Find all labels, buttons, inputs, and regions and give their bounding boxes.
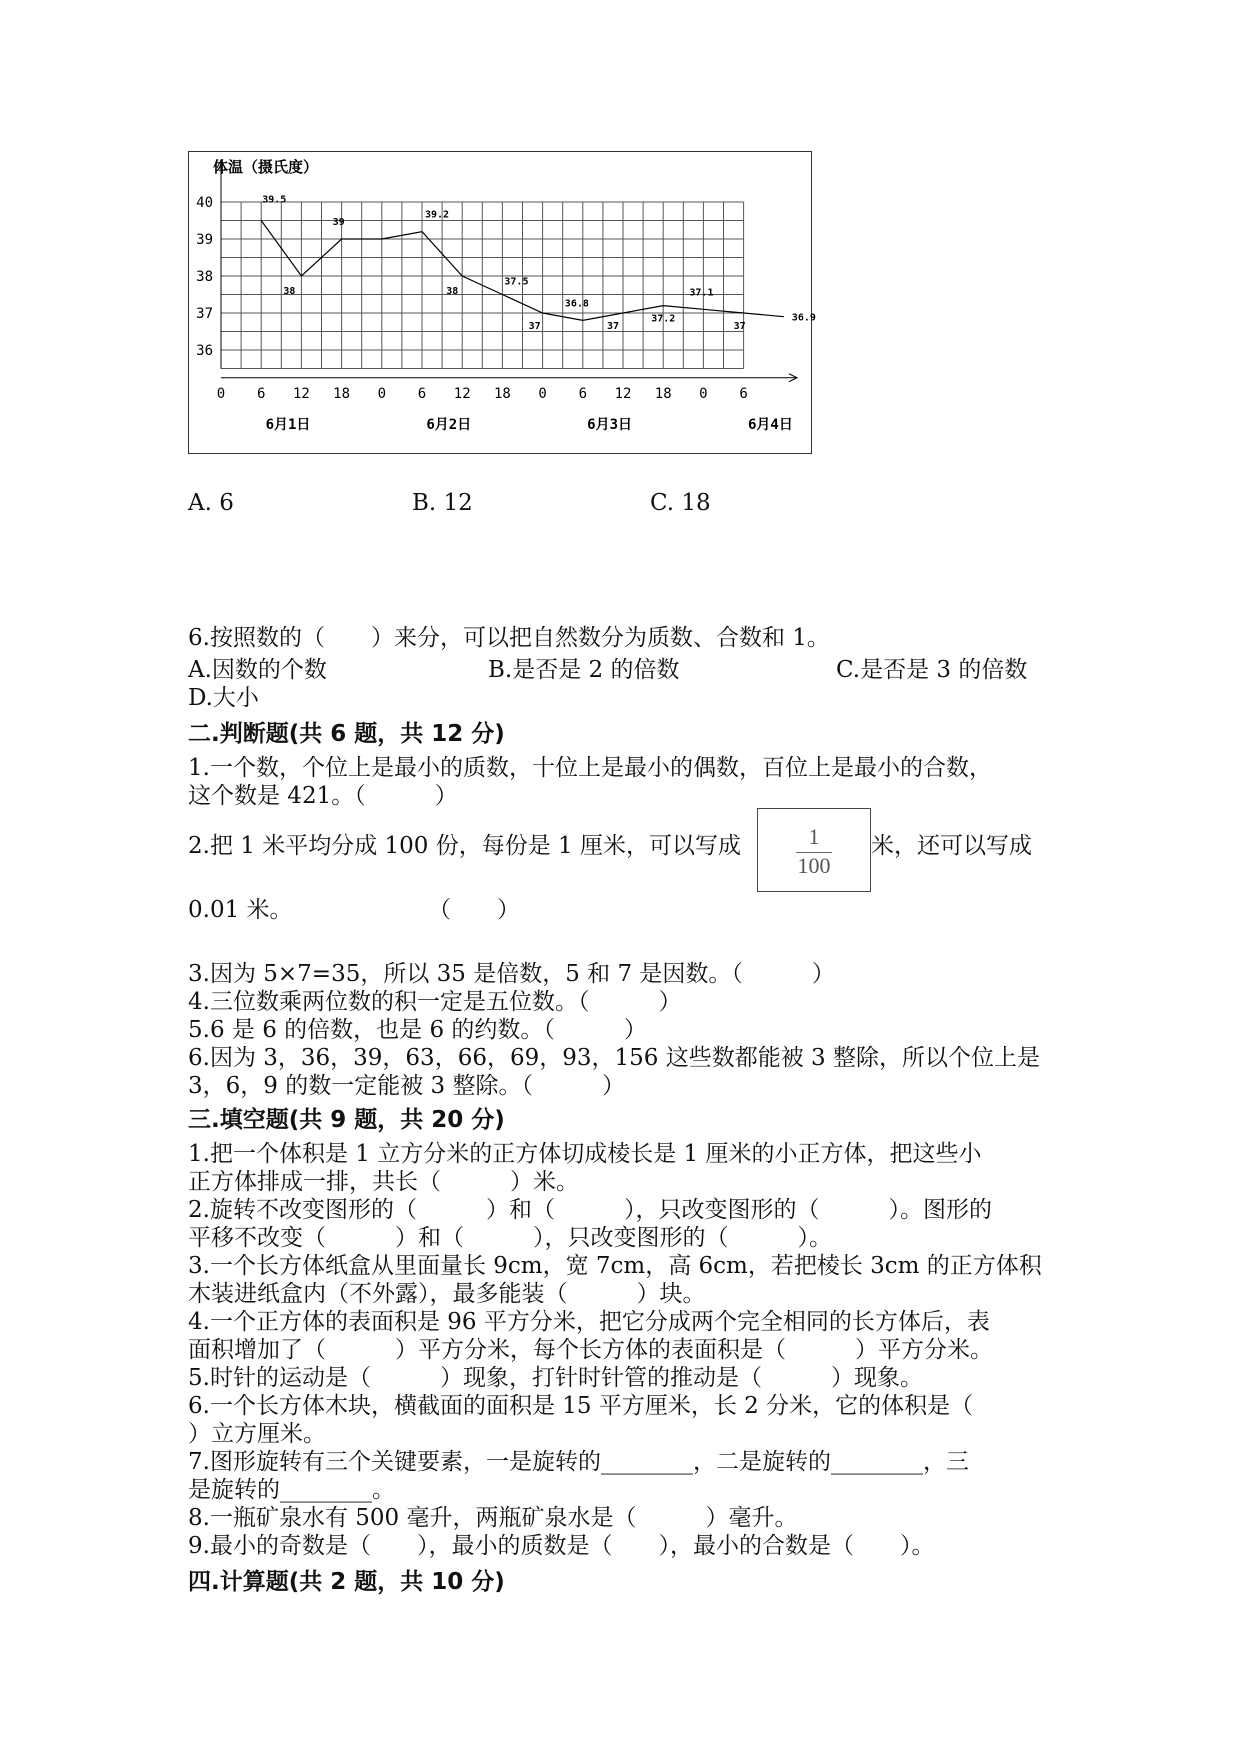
judge-q6-line1: 6.因为 3，36，39，63，66，69，93，156 这些数都能被 3 整除，所以个位上是 [188, 1045, 1040, 1071]
fill-line: 平移不改变（ ）和（ ），只改变图形的（ ）。 [188, 1225, 832, 1251]
data-label: 38 [446, 286, 459, 297]
day-label: 6月4日 [747, 417, 793, 433]
fill-line: 正方体排成一排，共长（ ）米。 [188, 1169, 579, 1195]
y-tick-label: 39 [196, 232, 213, 248]
judge-q1-line1: 1.一个数，个位上是最小的质数，十位上是最小的偶数，百位上是最小的合数， [188, 755, 992, 781]
option-a: A. 6 [188, 490, 234, 516]
x-tick-label: 12 [614, 385, 632, 402]
judge-q3: 3.因为 5×7=35，所以 35 是倍数，5 和 7 是因数。（ ） [188, 961, 835, 987]
option-c: C. 18 [650, 490, 711, 516]
chart-title: 体温（摄氏度） [213, 158, 319, 176]
chart-day-labels [266, 417, 793, 433]
y-tick-label: 40 [196, 195, 213, 211]
data-label: 39.2 [425, 209, 450, 221]
y-tick-label: 36 [196, 343, 213, 359]
temperature-chart [188, 151, 816, 454]
fill-line: 7.图形旋转有三个关键要素，一是旋转的________，二是旋转的________，三 [188, 1449, 969, 1475]
x-tick-label: 18 [493, 385, 511, 402]
data-label: 37.5 [504, 276, 529, 288]
judge-q5: 5.6 是 6 的倍数，也是 6 的约数。（ ） [188, 1017, 647, 1043]
day-label: 6月1日 [265, 417, 311, 433]
x-tick-label: 0 [699, 385, 708, 402]
fill-line: 9.最小的奇数是（ ），最小的质数是（ ），最小的合数是（ ）。 [188, 1533, 935, 1559]
x-tick-label: 18 [333, 385, 351, 402]
section-4-heading: 四.计算题(共 2 题，共 10 分) [188, 1569, 505, 1595]
fill-line: 面积增加了（ ）平方分米，每个长方体的表面积是（ ）平方分米。 [188, 1337, 993, 1363]
data-label: 39.5 [262, 194, 287, 206]
x-tick-label: 12 [453, 385, 471, 402]
fill-line: 是旋转的________。 [188, 1477, 395, 1503]
section-3-heading: 三.填空题(共 9 题，共 20 分) [188, 1107, 505, 1133]
fill-line: 木装进纸盒内（不外露），最多能装（ ）块。 [188, 1281, 706, 1307]
chart-svg [189, 152, 816, 453]
fraction-denominator: 100 [797, 853, 831, 878]
chart-y-ticks [196, 195, 213, 359]
data-label: 39 [332, 217, 345, 228]
q6-option-a: A.因数的个数 [188, 657, 327, 683]
judge-q2-paren: （ ） [428, 897, 520, 923]
data-label: 37.2 [651, 313, 676, 325]
judge-q4: 4.三位数乘两位数的积一定是五位数。（ ） [188, 989, 682, 1015]
question-6-stem: 6.按照数的（ ）来分，可以把自然数分为质数、合数和 1。 [188, 625, 830, 651]
judge-q2-line2: 0.01 米。 [188, 897, 293, 923]
fill-line: 8.一瓶矿泉水有 500 毫升，两瓶矿泉水是（ ）毫升。 [188, 1505, 798, 1531]
judge-q6-line2: 3，6，9 的数一定能被 3 整除。（ ） [188, 1073, 625, 1099]
judge-q2-after: 米，还可以写成 [871, 833, 1032, 859]
data-label: 37 [607, 321, 620, 332]
x-tick-label: 18 [654, 385, 672, 402]
fill-line: 6.一个长方体木块，横截面的面积是 15 平方厘米，长 2 分米，它的体积是（ [188, 1393, 974, 1419]
x-tick-label: 0 [377, 385, 387, 402]
judge-q1-line2: 这个数是 421。（ ） [188, 783, 458, 809]
x-tick-label: 6 [578, 385, 588, 402]
q6-option-c: C.是否是 3 的倍数 [836, 657, 1028, 683]
x-tick-label: 6 [256, 385, 266, 402]
x-tick-label: 6 [417, 385, 427, 402]
fill-line: 3.一个长方体纸盒从里面量长 9cm，宽 7cm，高 6cm，若把棱长 3cm 的正方体积 [188, 1253, 1042, 1279]
data-label: 37 [733, 321, 746, 332]
option-b: B. 12 [412, 490, 473, 516]
data-label: 36.8 [564, 298, 589, 310]
data-label: 37.1 [689, 287, 714, 299]
day-label: 6月2日 [426, 417, 472, 433]
section-2-heading: 二.判断题(共 6 题，共 12 分) [188, 721, 505, 747]
x-tick-label: 0 [216, 385, 226, 402]
fraction-image [757, 808, 871, 892]
fill-line: ）立方厘米。 [188, 1421, 326, 1447]
x-tick-label: 0 [538, 385, 547, 402]
judge-q2-before: 2.把 1 米平均分成 100 份，每份是 1 厘米，可以写成 [188, 833, 741, 859]
y-tick-label: 38 [196, 269, 213, 285]
x-tick-label: 6 [739, 385, 748, 402]
fraction-numerator: 1 [808, 824, 820, 849]
data-label: 38 [283, 286, 296, 297]
fill-line: 1.把一个体积是 1 立方分米的正方体切成棱长是 1 厘米的小正方体，把这些小 [188, 1141, 982, 1167]
data-label: 36.9 [791, 312, 816, 324]
fill-line: 4.一个正方体的表面积是 96 平方分米，把它分成两个完全相同的长方体后，表 [188, 1309, 990, 1335]
x-tick-label: 12 [292, 385, 310, 402]
fill-line: 5.时针的运动是（ ）现象，打针时针管的推动是（ ）现象。 [188, 1365, 923, 1391]
data-label: 37 [528, 321, 541, 332]
q6-option-b: B.是否是 2 的倍数 [488, 657, 680, 683]
chart-axes [217, 160, 797, 382]
fill-line: 2.旋转不改变图形的（ ）和（ ），只改变图形的（ ）。图形的 [188, 1197, 992, 1223]
y-tick-label: 37 [196, 306, 213, 322]
day-label: 6月3日 [587, 417, 633, 433]
q6-option-d: D.大小 [188, 685, 259, 711]
chart-x-ticks [217, 386, 748, 402]
